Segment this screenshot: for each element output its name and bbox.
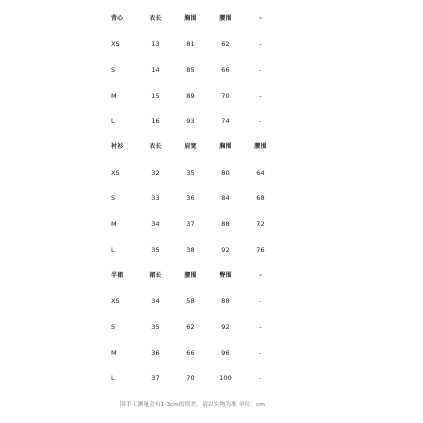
vest-empty-s: -	[259, 65, 262, 74]
shirt-extra-xs	[278, 160, 315, 186]
skirt-length-s: 35	[151, 322, 160, 331]
skirt-extra-l	[278, 366, 315, 392]
shirt-length-header: 衣长	[149, 143, 162, 151]
skirt-row-m	[103, 340, 315, 366]
skirt-empty-l: -	[259, 374, 262, 383]
skirt-empty-header: -	[259, 271, 262, 279]
shirt-waist-s: 68	[256, 194, 265, 203]
vest-length-header: 衣长	[149, 14, 162, 22]
shirt-extra-s	[278, 186, 315, 212]
vest-waist-header: 腰围	[219, 14, 232, 22]
vest-extra-header	[278, 6, 315, 32]
shirt-header-row	[103, 134, 315, 160]
shirt-chest-s: 84	[221, 194, 230, 203]
shirt-chest-xs: 80	[221, 168, 230, 177]
vest-extra-s	[278, 57, 315, 83]
skirt-extra-xs	[278, 289, 315, 315]
vest-waist-s: 66	[221, 65, 230, 74]
skirt-row-l	[103, 366, 315, 392]
vest-row-s	[103, 57, 315, 83]
skirt-header-row	[103, 263, 315, 289]
vest-row-xs	[103, 32, 315, 58]
shirt-waist-m: 72	[256, 220, 265, 229]
vest-chest-l: 93	[186, 117, 195, 126]
vest-size-s: S	[111, 65, 116, 74]
shirt-waist-header: 腰围	[254, 143, 267, 151]
vest-length-m: 15	[151, 91, 160, 100]
skirt-row-s	[103, 314, 315, 340]
shirt-size-s: S	[111, 194, 116, 203]
vest-empty-l: -	[259, 117, 262, 126]
shirt-length-m: 34	[151, 220, 160, 229]
vest-chest-xs: 81	[186, 40, 195, 49]
vest-size-l: L	[111, 117, 115, 126]
skirt-extra-m	[278, 340, 315, 366]
shirt-row-s	[103, 186, 315, 212]
skirt-hip-m: 96	[221, 348, 230, 357]
vest-extra-m	[278, 83, 315, 109]
skirt-waist-s: 62	[186, 322, 195, 331]
skirt-hip-header: 臀围	[219, 271, 232, 279]
shirt-chest-l: 92	[221, 245, 230, 254]
shirt-shoulder-m: 37	[186, 220, 195, 229]
vest-size-xs: XS	[111, 40, 120, 49]
vest-chest-m: 89	[186, 91, 195, 100]
skirt-size-xs: XS	[111, 297, 120, 306]
vest-length-s: 14	[151, 65, 160, 74]
size-chart-table	[103, 6, 315, 391]
vest-row-l	[103, 109, 315, 135]
skirt-size-s: S	[111, 322, 116, 331]
vest-size-m: M	[111, 91, 117, 100]
measurement-note: 因手工测量会有1-3cm的误差，请以实物为准 单位：cm	[120, 402, 265, 408]
vest-empty-xs: -	[259, 40, 262, 49]
shirt-shoulder-s: 36	[186, 194, 195, 203]
vest-chest-header: 胸围	[184, 14, 197, 22]
vest-row-m	[103, 83, 315, 109]
skirt-row-xs	[103, 289, 315, 315]
skirt-waist-header: 腰围	[184, 271, 197, 279]
shirt-row-l	[103, 237, 315, 263]
vest-length-xs: 13	[151, 40, 160, 49]
shirt-shoulder-header: 肩宽	[184, 143, 197, 151]
skirt-length-l: 37	[151, 374, 160, 383]
shirt-shoulder-l: 38	[186, 245, 195, 254]
skirt-hip-xs: 88	[221, 297, 230, 306]
skirt-empty-s: -	[259, 322, 262, 331]
skirt-waist-xs: 58	[186, 297, 195, 306]
shirt-size-xs: XS	[111, 168, 120, 177]
vest-extra-l	[278, 109, 315, 135]
shirt-extra-header	[278, 134, 315, 160]
shirt-length-xs: 32	[151, 168, 160, 177]
shirt-row-xs	[103, 160, 315, 186]
vest-empty-m: -	[259, 91, 262, 100]
skirt-hip-s: 92	[221, 322, 230, 331]
shirt-extra-m	[278, 212, 315, 238]
vest-extra-xs	[278, 32, 315, 58]
shirt-waist-l: 76	[256, 245, 265, 254]
shirt-size-l: L	[111, 245, 115, 254]
skirt-empty-xs: -	[259, 297, 262, 306]
vest-empty-header: -	[259, 14, 262, 22]
shirt-chest-m: 88	[221, 220, 230, 229]
skirt-size-l: L	[111, 374, 115, 383]
vest-chest-s: 85	[186, 65, 195, 74]
skirt-extra-s	[278, 314, 315, 340]
shirt-size-m: M	[111, 220, 117, 229]
vest-waist-xs: 62	[221, 40, 230, 49]
skirt-waist-m: 66	[186, 348, 195, 357]
shirt-length-s: 33	[151, 194, 160, 203]
skirt-title: 半裙	[111, 271, 124, 279]
vest-header-row	[103, 6, 315, 32]
vest-waist-l: 74	[221, 117, 230, 126]
shirt-chest-header: 胸围	[219, 143, 232, 151]
skirt-length-header: 裙长	[149, 271, 162, 279]
skirt-size-m: M	[111, 348, 117, 357]
skirt-empty-m: -	[259, 348, 262, 357]
shirt-length-l: 35	[151, 245, 160, 254]
shirt-extra-l	[278, 237, 315, 263]
shirt-row-m	[103, 212, 315, 238]
skirt-waist-l: 70	[186, 374, 195, 383]
shirt-waist-xs: 64	[256, 168, 265, 177]
skirt-hip-l: 100	[219, 374, 232, 383]
skirt-extra-header	[278, 263, 315, 289]
vest-title: 背心	[111, 14, 124, 22]
shirt-title: 衬衫	[111, 143, 124, 151]
skirt-length-xs: 34	[151, 297, 160, 306]
skirt-length-m: 36	[151, 348, 160, 357]
shirt-shoulder-xs: 35	[186, 168, 195, 177]
vest-length-l: 16	[151, 117, 160, 126]
vest-waist-m: 70	[221, 91, 230, 100]
